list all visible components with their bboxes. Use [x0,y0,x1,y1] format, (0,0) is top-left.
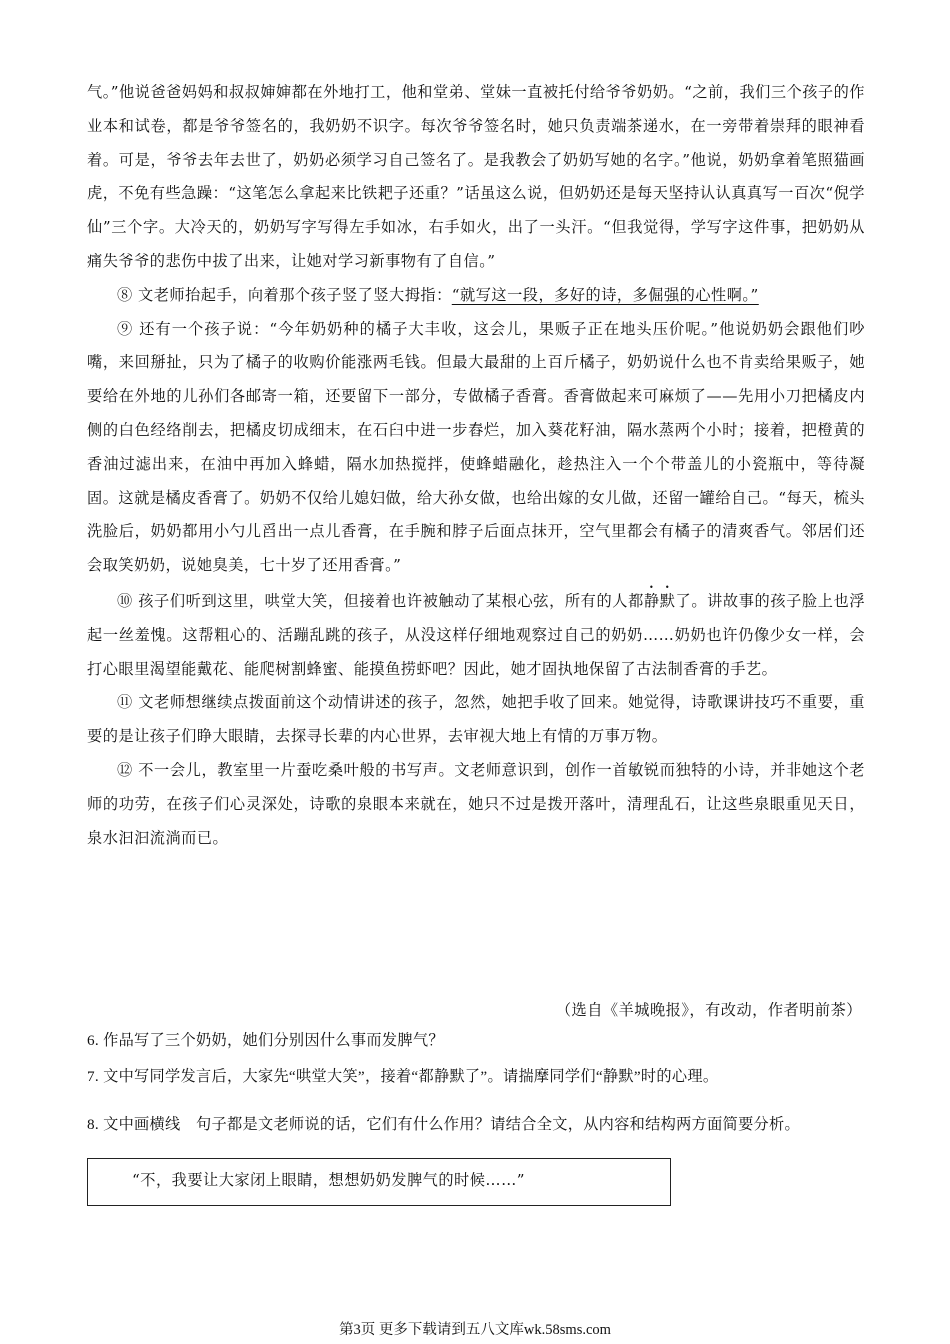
quoted-sentence: “不，我要让大家闭上眼睛，想想奶奶发脾气的时候……” [132,1171,526,1189]
paragraph-8-lead: ⑧ 文老师抬起手，向着那个孩子竖了竖大拇指： [117,285,452,304]
emphasis-dotted-word: 静默 [643,591,676,610]
paragraph-9: ⑨ 还有一个孩子说：“今年奶奶种的橘子大丰收，这会儿，果贩子正在地头压价呢。”他说奶奶会跟他们吵嘴，来回掰扯，只为了橘子的收购价能涨两毛钱。但最大最甜的上百斤橘子，奶奶说什么也不肯卖给果贩子，她要给在外地的儿孙们各邮寄一箱，还要留下一部分，专做橘子香膏。香膏做起来可麻烦了——先用小刀把橘皮内侧的白色经络削去，把橘皮切成细末，在石臼中进一步舂烂，加入葵花籽油，隔水蒸两个小时；接着，把橙黄的香油过滤出来，在油中再加入蜂蜡，隔水加热搅拌，使蜂蜡融化，趁热注入一个个带盖儿的小瓷瓶中，等待凝固。这就是橘皮香膏了。奶奶不仅给儿媳妇做，给大孙女做，也给出嫁的女儿做，还留一罐给自己。“每天，梳头洗脸后，奶奶都用小勺儿舀出一点儿香膏，在手腕和脖子后面点抹开，空气里都会有橘子的清爽香气。邻居们还会取笑奶奶，说她臭美，七十岁了还用香膏。” [87,319,865,575]
paragraph-8 [87,279,865,313]
question-8: 8. 文中画横线 句子都是文老师说的话，它们有什么作用？请结合全文，从内容和结构两方面简要分析。 [87,1116,801,1133]
source-citation: （选自《羊城晚报》，有改动，作者明前茶） [555,1001,862,1019]
paragraph-11: ⑪ 文老师想继续点拨面前这个动情讲述的孩子，忽然，她把手收了回来。她觉得，诗歌课讲技巧不重要，重要的是让孩子们睁大眼睛，去探寻长辈的内心世界，去审视大地上有情的万事万物。 [87,693,865,746]
reading-passage [87,76,865,855]
underlined-sentence: “就写这一段，多好的诗，多倔强的心性啊。” [451,285,759,304]
paragraph-10-before: ⑩ 孩子们听到这里，哄堂大笑，但接着也许被触动了某根心弦，所有的人都 [117,591,644,610]
paragraph-10-after: 了。讲故事的孩子脸上也浮起一丝羞愧。这帮粗心的、活蹦乱跳的孩子，从没这样仔细地观察过自己的奶奶……奶奶也许仍像少女一样，会打心眼里渴望能戴花、能爬树割蜂蜜、能摸鱼捞虾吧？因此，她才固执地保留了古法制香膏的手艺。 [87,591,866,678]
question-6: 6. 作品写了三个奶奶，她们分别因什么事而发脾气？ [87,1032,444,1049]
page-footer: 第3页 更多下载请到五八文库wk.58sms.com [339,1322,611,1338]
paragraph-7-continued: 气。”他说爸爸妈妈和叔叔婶婶都在外地打工，他和堂弟、堂妹一直被托付给爷爷奶奶。“之前，我们三个孩子的作业本和试卷，都是爷爷签名的，我奶奶不识字。每次爷爷签名时，她只负责端茶递水，在一旁带着崇拜的眼神看着。可是，爷爷去年去世了，奶奶必须学习自己签名了。是我教会了奶奶写她的名字。”他说，奶奶拿着笔照猫画虎，不免有些急躁：“这笔怎么拿起来比铁耙子还重？”话虽这么说，但奶奶还是每天坚持认认真真写一百次“倪学仙”三个字。大冷天的，奶奶写字写得左手如冰，右手如火，出了一头汗。“但我觉得，学写字这件事，把奶奶从痛失爷爷的悲伤中拔了出来，让她对学习新事物有了自信。” [87,83,865,270]
question-7: 7. 文中写同学发言后，大家先“哄堂大笑”，接着“都静默了”。请揣摩同学们“静默”时的心理。 [87,1068,719,1085]
quoted-sentence-box [87,1158,671,1206]
paragraph-10 [87,583,865,686]
paragraph-12: ⑫ 不一会儿，教室里一片蚕吃桑叶般的书写声。文老师意识到，创作一首敏锐而独特的小诗，并非她这个老师的功劳，在孩子们心灵深处，诗歌的泉眼本来就在，她只不过是拨开落叶，清理乱石，让这些泉眼重见天日，泉水汩汩流淌而已。 [87,760,865,847]
